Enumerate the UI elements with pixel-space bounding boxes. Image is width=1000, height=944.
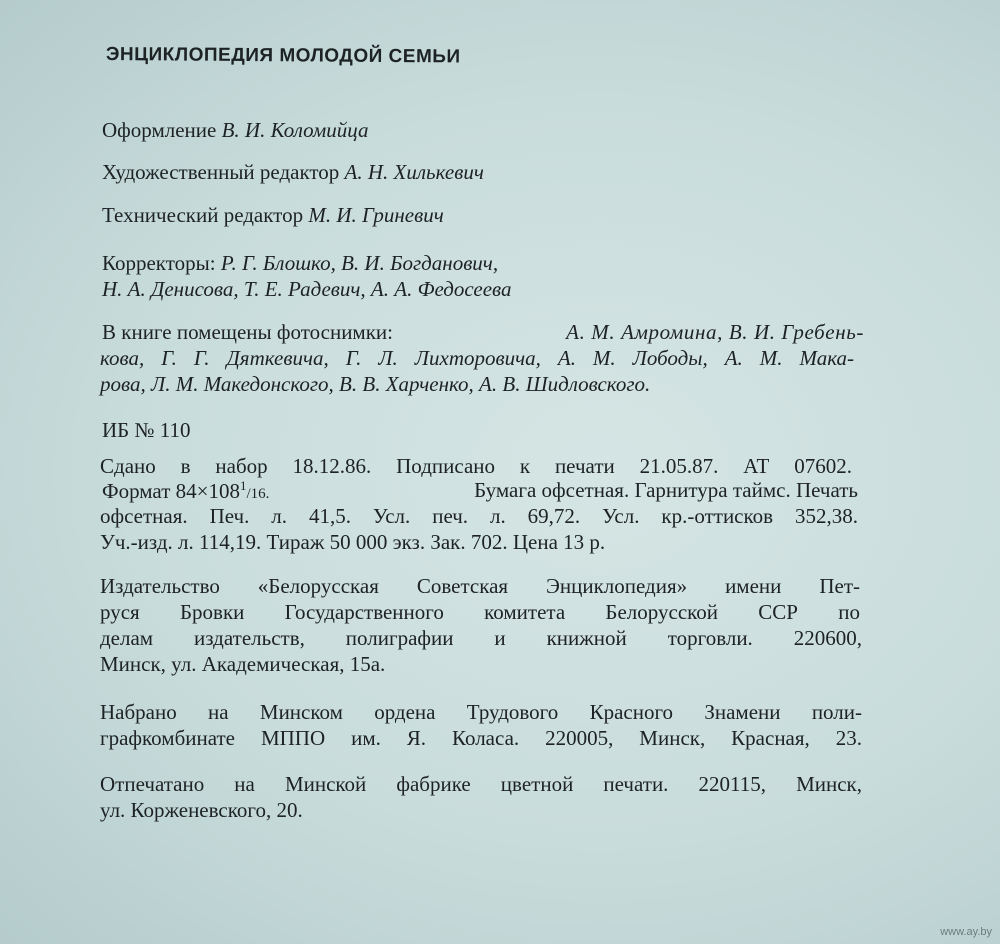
photos-prefix: В книге помещены фотоснимки: <box>102 320 393 344</box>
design-credit <box>102 118 368 143</box>
format-fraction: /16. <box>246 486 270 502</box>
printed-line-2: ул. Корженевского, 20. <box>100 798 303 822</box>
imprint-line-2 <box>102 478 858 504</box>
imprint-line-4: Уч.-изд. л. 114,19. Тираж 50 000 экз. Зак. 702. Цена 13 р. <box>100 530 606 554</box>
book-title: ЭНЦИКЛОПЕДИЯ МОЛОДОЙ СЕМЬИ <box>105 44 461 68</box>
design-label: Оформление <box>102 118 217 142</box>
typeset-line-1: Набрано на Минском ордена Трудового Красного Знамени поли- <box>100 700 862 724</box>
proofreaders-line-1 <box>102 251 498 276</box>
art-editor-credit <box>102 160 484 185</box>
imprint-paper: Бумага офсетная. Гарнитура таймс. Печать <box>474 478 858 502</box>
format-sup: 1 <box>239 478 247 493</box>
photos-line-2: кова, Г. Г. Дяткевича, Г. Л. Лихторовича, А. М. Лободы, А. М. Мака- <box>100 346 854 370</box>
imprint-line-3: офсетная. Печ. л. 41,5. Усл. печ. л. 69,72. Усл. кр.-оттисков 352,38. <box>100 504 858 528</box>
proofreaders-label: Корректоры: <box>102 251 216 275</box>
ib-number: ИБ № 110 <box>102 418 191 442</box>
design-name: В. И. Коломийца <box>221 118 369 142</box>
imprint-line-1: Сдано в набор 18.12.86. Подписано к печати 21.05.87. АТ 07602. <box>100 454 852 478</box>
watermark: www.ay.by <box>940 926 992 938</box>
format-value: Формат 84×108 <box>102 479 240 503</box>
publisher-line-2: руся Бровки Государственного комитета Белорусской ССР по <box>100 600 860 624</box>
tech-editor-name: М. И. Гриневич <box>308 203 444 227</box>
photos-line-1 <box>102 320 864 345</box>
photos-names-1: А. М. Амромина, В. И. Гребень- <box>566 320 864 344</box>
art-editor-name: А. Н. Хилькевич <box>344 160 484 184</box>
photos-line-3: рова, Л. М. Македонского, В. В. Харченко, А. В. Шидловского. <box>100 372 651 396</box>
typeset-line-2: графкомбинате МППО им. Я. Коласа. 220005, Минск, Красная, 23. <box>100 726 862 750</box>
tech-editor-label: Технический редактор <box>102 203 304 227</box>
printed-line-1: Отпечатано на Минской фабрике цветной печати. 220115, Минск, <box>100 772 862 796</box>
imprint-format <box>102 478 269 504</box>
proofreaders-names-2: Н. А. Денисова, Т. Е. Радевич, А. А. Федосеева <box>102 277 512 301</box>
tech-editor-credit <box>102 203 444 228</box>
publisher-line-3: делам издательств, полиграфии и книжной торговли. 220600, <box>100 626 862 650</box>
publisher-line-4: Минск, ул. Академическая, 15а. <box>100 652 386 676</box>
proofreaders-names-1: Р. Г. Блошко, В. И. Богданович, <box>220 251 499 275</box>
art-editor-label: Художественный редактор <box>102 160 340 184</box>
publisher-line-1: Издательство «Белорусская Советская Энциклопедия» имени Пет- <box>100 574 860 598</box>
